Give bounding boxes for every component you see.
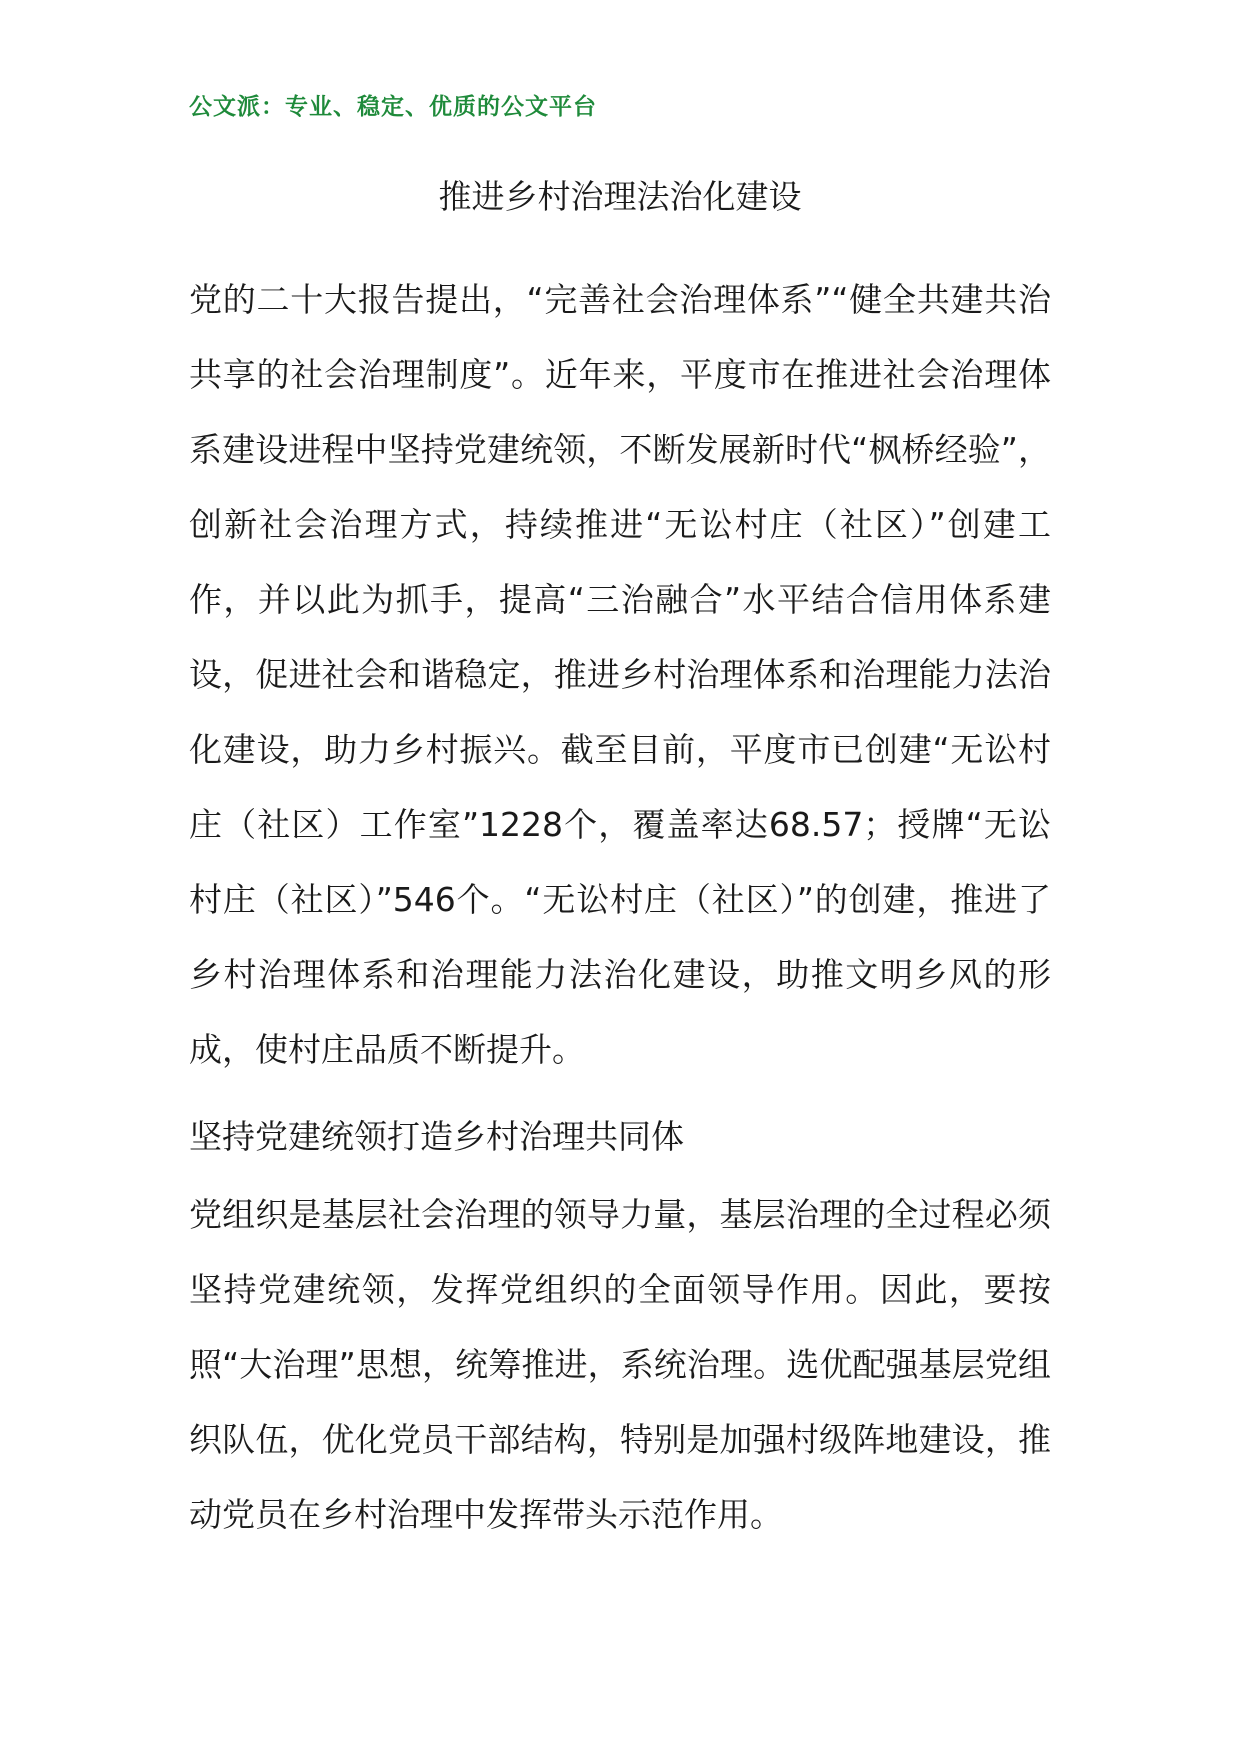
body-paragraph-1: 党的二十大报告提出，“完善社会治理体系”“健全共建共治共享的社会治理制度”。近年来，平度市在推进社会治理体系建设进程中坚持党建统领，不断发展新时代“枫桥经验”，创新社会治理方式，持续推进“无讼村庄（社区）”创建工作，并以此为抓手，提高“三治融合”水平结合信用体系建设，促进社会和谐稳定，推进乡村治理体系和治理能力法治化建设，助力乡村振兴。截至目前，平度市已创建“无讼村庄（社区）工作室”1228个，覆盖率达68.57；授牌“无讼村庄（社区）”546个。“无讼村庄（社区）”的创建，推进了乡村治理体系和治理能力法治化建设，助推文明乡风的形成，使村庄品质不断提升。 bbox=[189, 280, 1051, 1069]
body-paragraph-2: 党组织是基层社会治理的领导力量，基层治理的全过程必须坚持党建统领，发挥党组织的全面领导作用。因此，要按照“大治理”思想，统筹推进，系统治理。选优配强基层党组织队伍，优化党员干部结构，特别是加强村级阵地建设，推动党员在乡村治理中发挥带头示范作用。 bbox=[189, 1195, 1051, 1534]
section-heading-1: 坚持党建统领打造乡村治理共同体 bbox=[189, 1117, 684, 1156]
header-brand: 公文派：专业、稳定、优质的公文平台 bbox=[189, 94, 597, 120]
document-title: 推进乡村治理法治化建设 bbox=[438, 177, 802, 216]
document-body bbox=[189, 262, 1051, 1552]
